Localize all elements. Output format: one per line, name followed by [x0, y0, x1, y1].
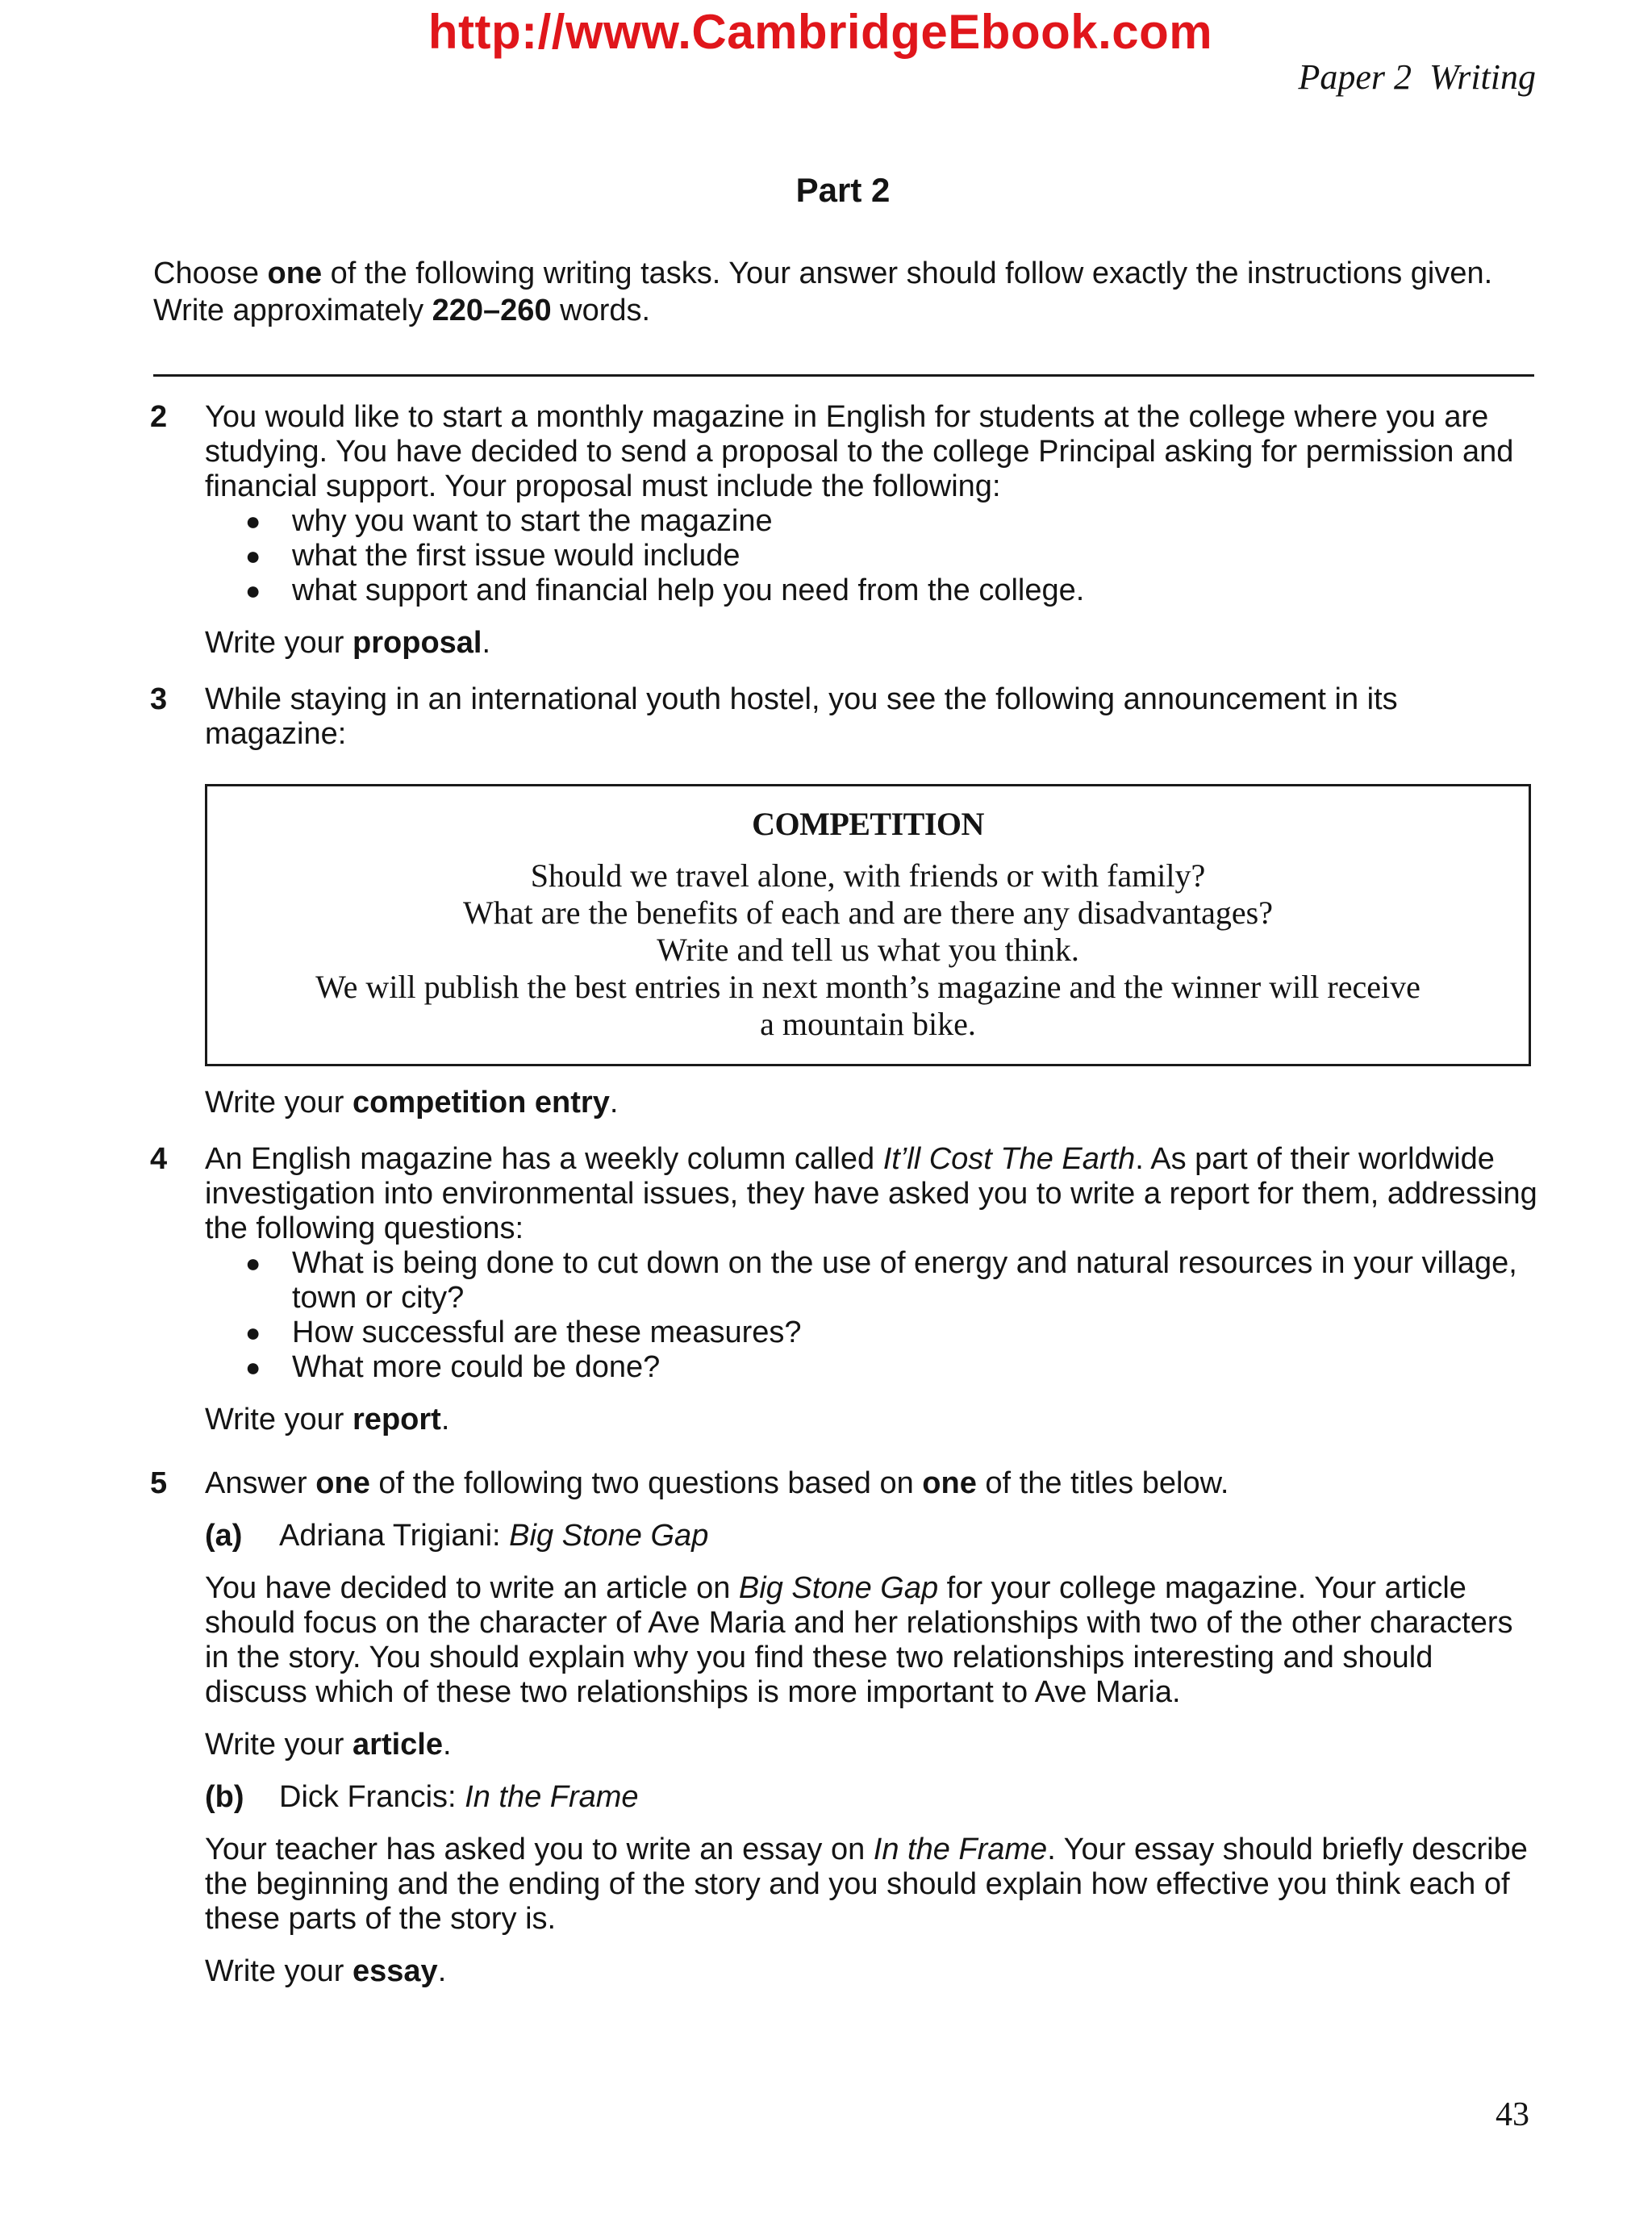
write-instruction: Write your article. [205, 1728, 452, 1762]
competition-line: We will publish the best entries in next month’s magazine and the winner will receive [315, 969, 1420, 1005]
running-head [1298, 55, 1536, 100]
list-item: ● What more could be done? [245, 1350, 661, 1384]
bullet-icon: ● [245, 507, 261, 536]
question-number: 4 [150, 1142, 168, 1176]
instructions [153, 255, 1541, 329]
write-instruction: Write your competition entry. [205, 1086, 619, 1120]
question-text: An English magazine has a weekly column called It’ll Cost The Earth. As part of their worldwide investigation into environmental issues, they have asked you to write a report for them, addressing the following questions: [205, 1142, 1537, 1245]
divider-rule [153, 374, 1534, 377]
question-5 [150, 1466, 1537, 1989]
question-4 [150, 1142, 1537, 1437]
competition-box [205, 784, 1531, 1066]
question-number: 5 [150, 1466, 168, 1500]
list-item: ● what the first issue would include [245, 539, 740, 573]
list-item: ● How successful are these measures? [245, 1316, 802, 1349]
running-head-section: Writing [1429, 57, 1536, 97]
option-a-heading: (a) Adriana Trigiani: Big Stone Gap [205, 1519, 709, 1553]
bullet-icon: ● [245, 1318, 261, 1347]
competition-line: Should we travel alone, with friends or with family? [530, 857, 1206, 894]
instructions-line-1: Choose one of the following writing tasks. Your answer should follow exactly the instructions given. [153, 256, 1493, 290]
question-2 [150, 400, 1537, 661]
bullet-icon: ● [245, 576, 261, 605]
competition-line: a mountain bike. [760, 1006, 976, 1042]
question-text: Answer one of the following two questions based on one of the titles below. [205, 1466, 1229, 1500]
instructions-line-2: Write approximately 220–260 words. [153, 294, 651, 327]
question-text: While staying in an international youth hostel, you see the following announcement in its magazine: [205, 682, 1398, 751]
competition-line: What are the benefits of each and are there any disadvantages? [463, 894, 1273, 931]
write-instruction: Write your report. [205, 1403, 450, 1436]
question-number: 3 [150, 682, 168, 716]
question-number: 2 [150, 400, 168, 434]
option-a-text: You have decided to write an article on Big Stone Gap for your college magazine. Your article should focus on the character of Ave Maria and her relationships with two of the other characters in the story. You should explain why you find these two relationships interesting and should discuss which of these two relationships is more important to Ave Maria. [205, 1571, 1513, 1709]
option-b-heading: (b) Dick Francis: In the Frame [205, 1780, 639, 1814]
write-instruction: Write your essay. [205, 1954, 447, 1988]
bullet-list [205, 1246, 1537, 1385]
question-text: You would like to start a monthly magazine in English for students at the college where you are studying. You have decided to send a proposal to the college Principal asking for permission and financial support. Your proposal must include the following: [205, 400, 1514, 503]
running-head-paper: Paper 2 [1298, 57, 1412, 97]
bullet-icon: ● [245, 1249, 261, 1278]
bullet-icon: ● [245, 541, 261, 570]
bullet-list [205, 504, 1537, 608]
bullet-icon: ● [245, 1353, 261, 1382]
question-3 [150, 682, 1537, 752]
competition-title: COMPETITION [752, 806, 984, 842]
list-item: ● What is being done to cut down on the use of energy and natural resources in your village, town or city? [245, 1246, 1517, 1315]
competition-line: Write and tell us what you think. [657, 932, 1079, 968]
page-number: 43 [1496, 2096, 1529, 2133]
option-b-text: Your teacher has asked you to write an essay on In the Frame. Your essay should briefly describe the beginning and the ending of the story and you should explain how effective you think each of these parts of the story is. [205, 1833, 1528, 1936]
question-3-write [150, 1086, 1537, 1120]
write-instruction: Write your proposal. [205, 626, 491, 660]
list-item: ● what support and financial help you need from the college. [245, 573, 1085, 607]
list-item: ● why you want to start the magazine [245, 504, 773, 538]
part-title: Part 2 [795, 171, 891, 209]
watermark-url: http://www.CambridgeEbook.com [428, 5, 1213, 59]
